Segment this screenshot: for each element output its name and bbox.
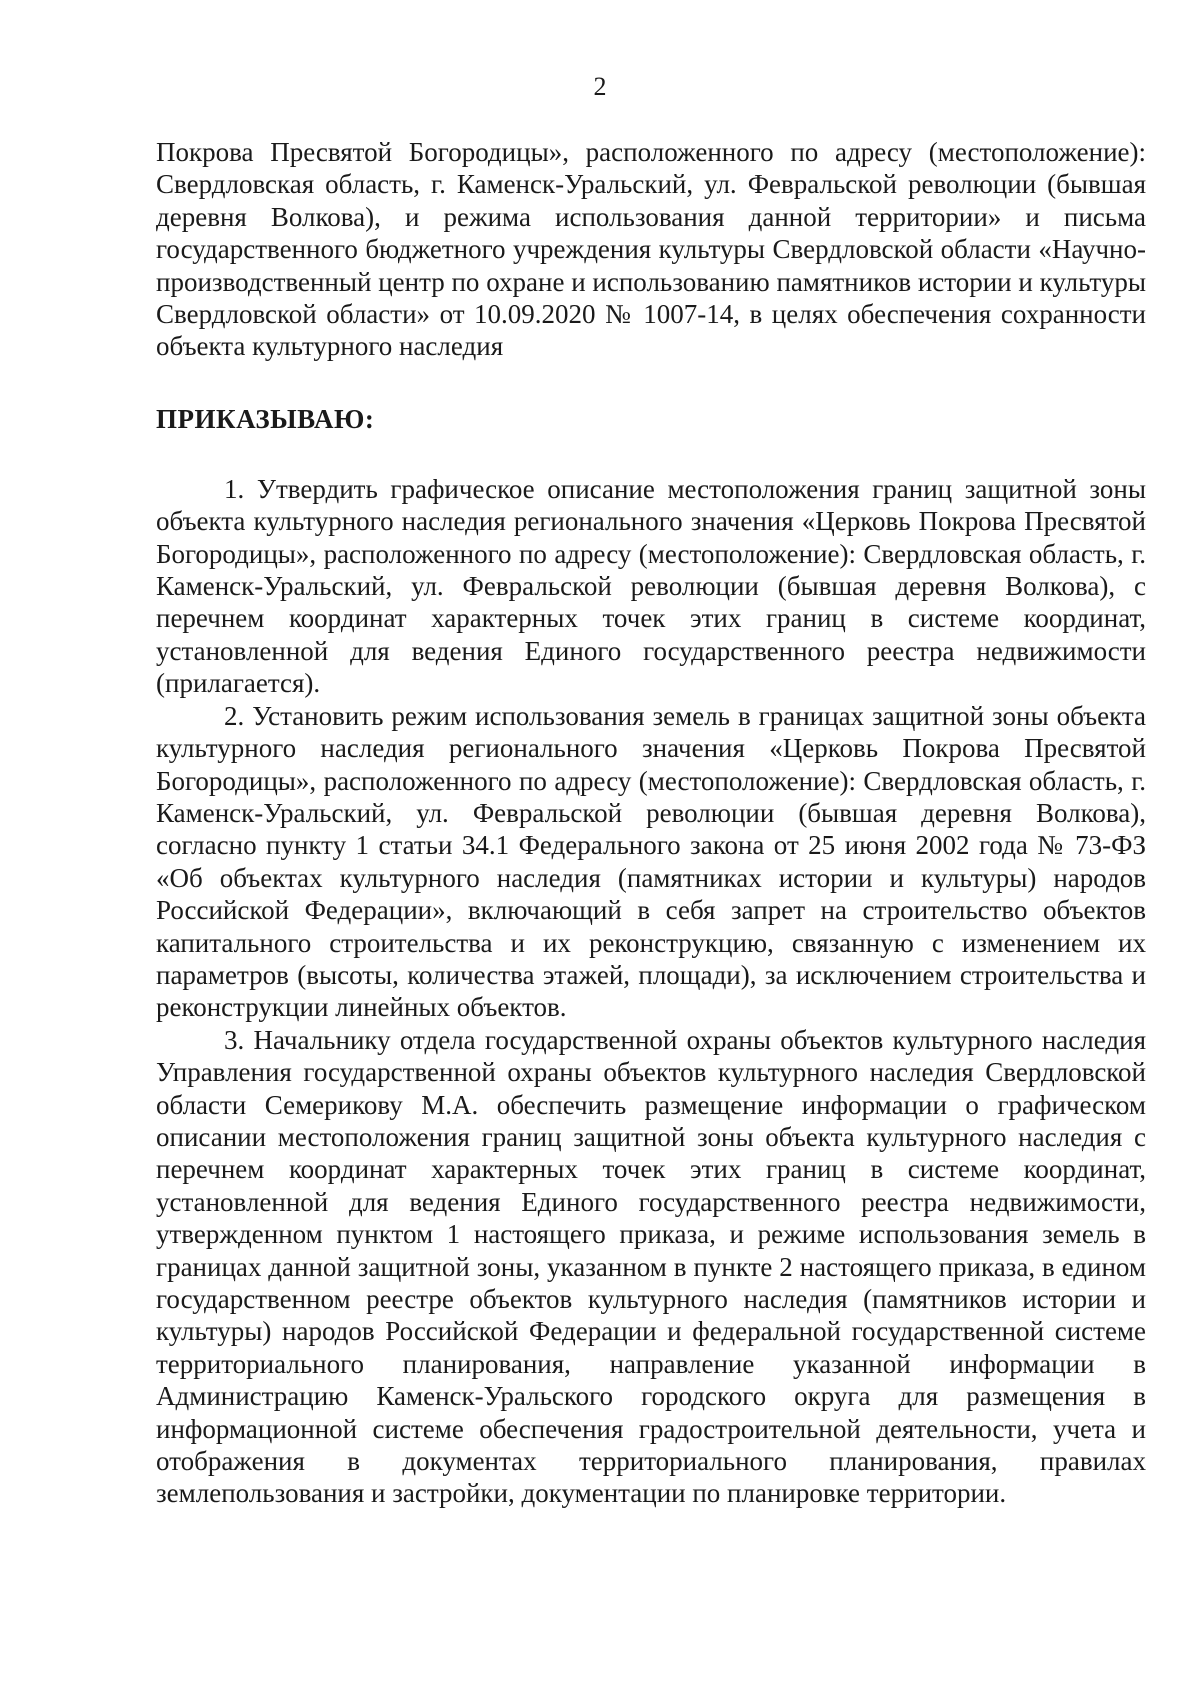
- order-item-2: 2. Установить режим использования земель в границах защитной зоны объекта культурного наследия регионального значения «Церковь Покрова Пресвятой Богородицы», расположенного по адресу (местоположение): Свердловская область, г. Каменск-Уральский, ул. Февральской революции (бывшая деревня Волкова), согласно пункту 1 статьи 34.1 Федерального закона от 25 июня 2002 года № 73-ФЗ «Об объектах культурного наследия (памятниках истории и культуры) народов Российской Федерации», включающий в себя запрет на строительство объектов капитального строительства и их реконструкцию, связанную с изменением их параметров (высоты, количества этажей, площади), за исключением строительства и реконструкции линейных объектов.: [156, 700, 1146, 1023]
- document-body: [156, 136, 1146, 1510]
- order-item-1: 1. Утвердить графическое описание местоположения границ защитной зоны объекта культурного наследия регионального значения «Церковь Покрова Пресвятой Богородицы», расположенного по адресу (местоположение): Свердловская область, г. Каменск-Уральский, ул. Февральской революции (бывшая деревня Волкова), с перечнем координат характерных точек этих границ в системе координат, установленной для ведения Единого государственного реестра недвижимости (прилагается).: [156, 473, 1146, 699]
- intro-paragraph: Покрова Пресвятой Богородицы», расположенного по адресу (местоположение): Свердловская область, г. Каменск-Уральский, ул. Февральской революции (бывшая деревня Волкова), и режима использования данной территории» и письма государственного бюджетного учреждения культуры Свердловской области «Научно-производственный центр по охране и использованию памятников истории и культуры Свердловской области» от 10.09.2020 № 1007-14, в целях обеспечения сохранности объекта культурного наследия: [156, 137, 1146, 362]
- order-heading: ПРИКАЗЫВАЮ:: [156, 403, 375, 434]
- page-number: 2: [593, 72, 607, 101]
- order-item-3: 3. Начальнику отдела государственной охраны объектов культурного наследия Управления государственной охраны объектов культурного наследия Свердловской области Семерикову М.А. обеспечить размещение информации о графическом описании местоположения границ защитной зоны объекта культурного наследия с перечнем координат характерных точек этих границ в системе координат, установленной для ведения Единого государственного реестра недвижимости, утвержденном пунктом 1 настоящего приказа, и режиме использования земель в границах данной защитной зоны, указанном в пункте 2 настоящего приказа, в едином государственном реестре объектов культурного наследия (памятников истории и культуры) народов Российской Федерации и федеральной государственной системе территориального планирования, направление указанной информации в Администрацию Каменск-Уральского городского округа для размещения в информационной системе обеспечения градостроительной деятельности, учета и отображения в документах территориального планирования, правилах землепользования и застройки, документации по планировке территории.: [156, 1024, 1146, 1509]
